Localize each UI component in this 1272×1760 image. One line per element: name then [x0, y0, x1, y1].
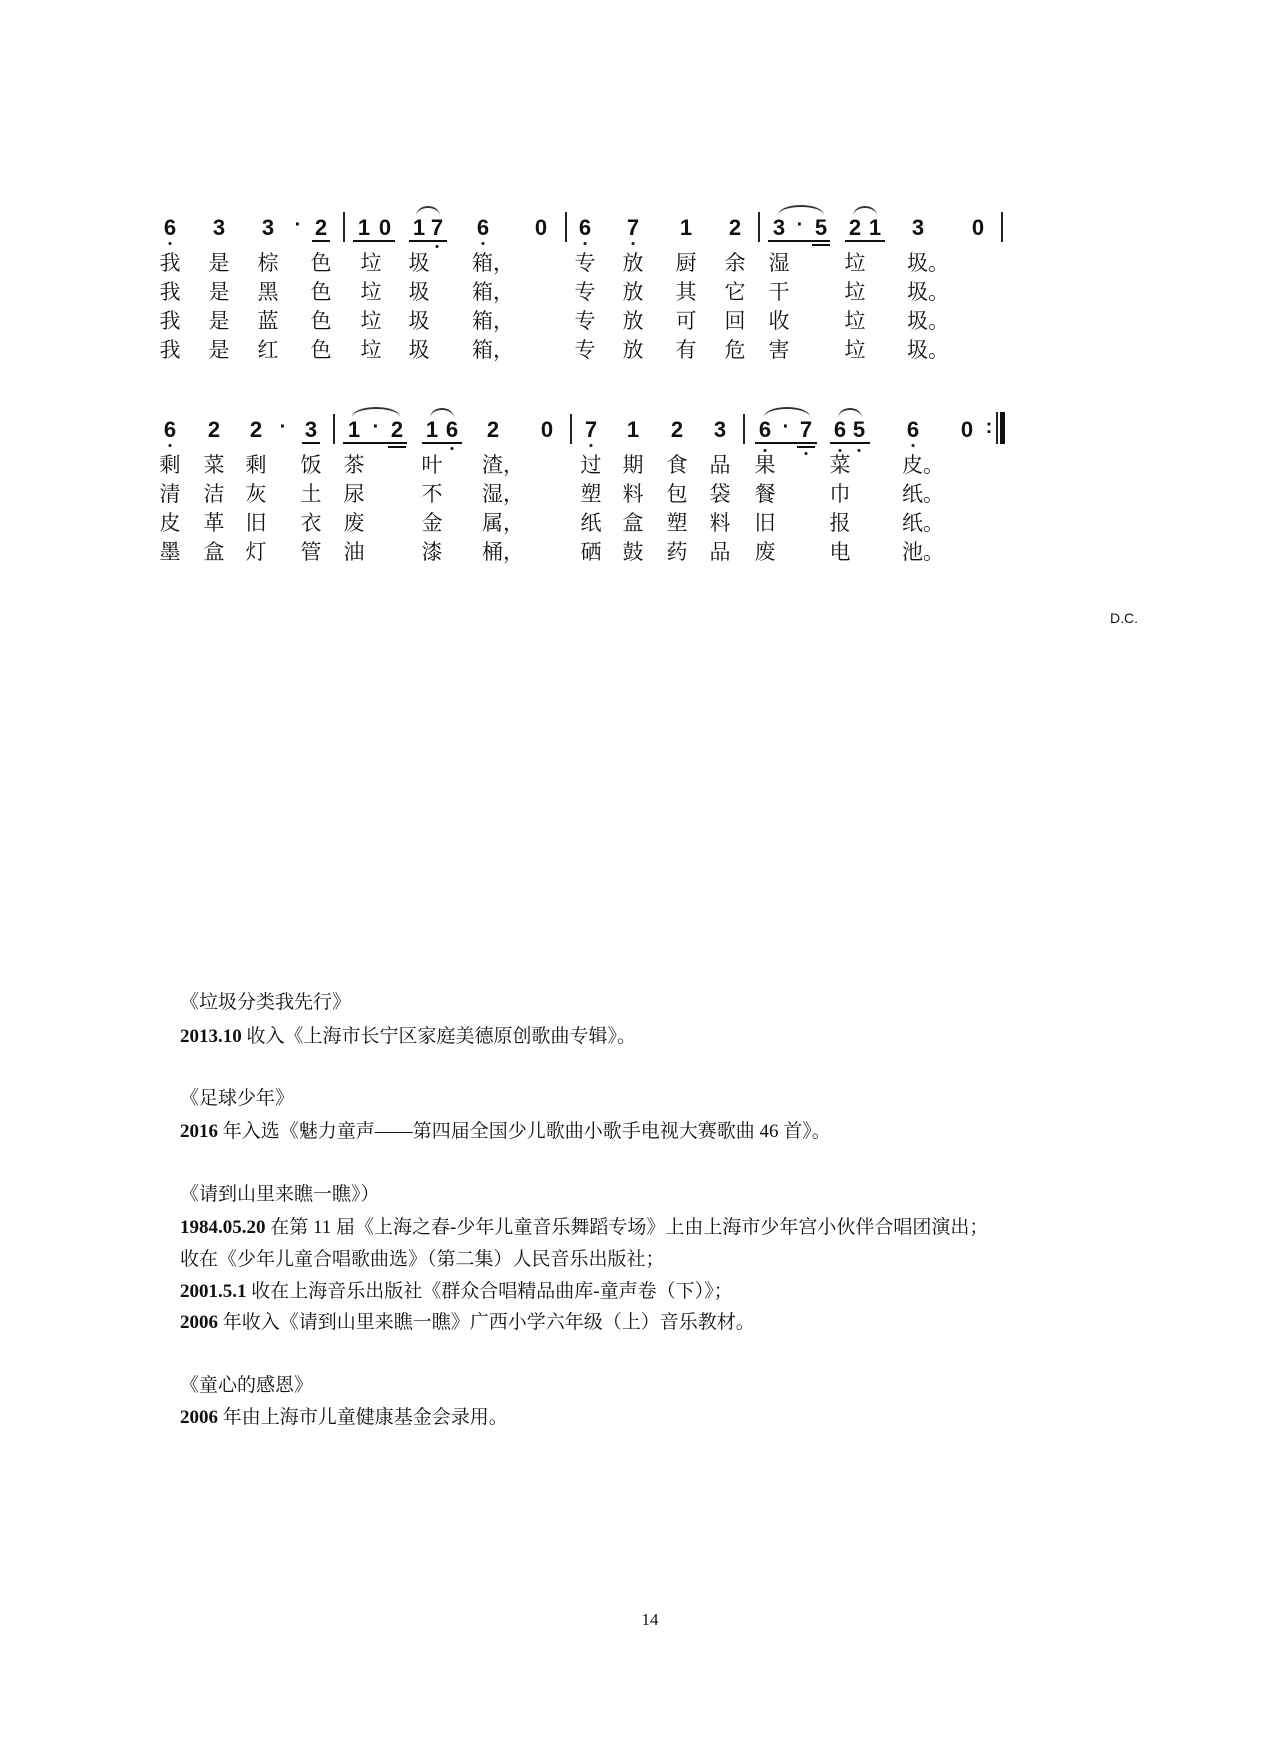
- lyric: 油: [343, 540, 365, 564]
- song-note-line: [180, 1248, 665, 1272]
- sixteenth-underline: [388, 446, 406, 448]
- note-text: 年收入《请到山里来瞧一瞧》广西小学六年级（上）音乐教材。: [218, 1312, 755, 1333]
- note: 3: [212, 215, 226, 240]
- song-note-line: [180, 1311, 755, 1335]
- song-note-line: [180, 1406, 508, 1430]
- note-text: 年入选《魅力童声——第四届全国少儿歌曲小歌手电视大赛歌曲 46 首》。: [218, 1121, 831, 1142]
- note-text: 收在《少年儿童合唱歌曲选》（第二集）人民音乐出版社；: [180, 1249, 665, 1270]
- note: 0: [540, 417, 554, 442]
- lyric: 其: [675, 280, 697, 304]
- lyric: 垃: [360, 338, 382, 362]
- lyric: 管: [300, 540, 322, 564]
- lyric: 纸: [580, 511, 602, 535]
- lyric: 旧: [754, 511, 776, 535]
- lyric: 圾。: [907, 309, 949, 333]
- lyric: 品: [709, 540, 731, 564]
- lyric: 纸。: [902, 511, 944, 535]
- note: 3: [261, 215, 275, 240]
- lyric: 余: [724, 251, 746, 275]
- lyric: 叶: [421, 453, 443, 477]
- note: 0: [534, 215, 548, 240]
- lyric: 不: [421, 482, 443, 506]
- lyric: 过: [580, 453, 602, 477]
- date: 1984.05.20: [180, 1217, 266, 1238]
- lyric: 洁: [203, 482, 225, 506]
- note: 1: [868, 215, 882, 240]
- lyric: 盒: [203, 540, 225, 564]
- low-octave-dot: [858, 449, 861, 452]
- lyric: 皮: [159, 511, 181, 535]
- lyric: 漆: [421, 540, 443, 564]
- lyric: 土: [300, 482, 322, 506]
- note: 2: [670, 417, 684, 442]
- note: 7: [799, 417, 813, 442]
- note: 7: [626, 215, 640, 240]
- lyric: 渣，: [482, 453, 524, 477]
- lyric: 色: [310, 280, 332, 304]
- lyric: 垃: [844, 309, 866, 333]
- augmentation-dot: ·: [372, 416, 380, 438]
- sixteenth-underline: [302, 442, 320, 444]
- lyric: 色: [310, 309, 332, 333]
- lyric: 品: [709, 453, 731, 477]
- lyric: 垃: [844, 338, 866, 362]
- song-note-line: [180, 1025, 636, 1049]
- low-octave-dot: [482, 242, 485, 245]
- low-octave-dot: [912, 444, 915, 447]
- lyric: 属，: [482, 511, 524, 535]
- lyric: 废: [754, 540, 776, 564]
- lyric: 放: [622, 251, 644, 275]
- note: 6: [163, 417, 177, 442]
- lyric: 垃: [844, 251, 866, 275]
- lyric: 垃: [360, 309, 382, 333]
- augmentation-dot: ·: [279, 416, 287, 438]
- note: 6: [445, 417, 459, 442]
- lyric: 危: [724, 338, 746, 362]
- song-note-line: [180, 1280, 733, 1304]
- lyric: 皮。: [902, 453, 944, 477]
- lyric: 害: [768, 338, 790, 362]
- lyric: 灯: [245, 540, 267, 564]
- lyric: 餐: [754, 482, 776, 506]
- note: 0: [378, 215, 392, 240]
- lyric: 蓝: [257, 309, 279, 333]
- da-capo-marking: D.C.: [1110, 610, 1138, 626]
- lyric: 清: [159, 482, 181, 506]
- lyric: 箱，: [472, 280, 514, 304]
- lyric: 专: [574, 338, 596, 362]
- bar-line: [343, 212, 345, 242]
- note: 1: [679, 215, 693, 240]
- augmentation-dot: ·: [294, 214, 302, 236]
- lyric: 期: [622, 453, 644, 477]
- lyric: 池。: [902, 540, 944, 564]
- low-octave-dot: [169, 444, 172, 447]
- bar-line: [1001, 212, 1003, 242]
- lyric: 专: [574, 251, 596, 275]
- lyric: 报: [829, 511, 851, 535]
- low-octave-dot: [805, 452, 808, 455]
- date: 2013.10: [180, 1026, 242, 1047]
- lyric: 硒: [580, 540, 602, 564]
- lyric: 色: [310, 338, 332, 362]
- lyric: 包: [666, 482, 688, 506]
- lyric: 放: [622, 280, 644, 304]
- note-text: 收在上海音乐出版社《群众合唱精品曲库-童声卷（下）》；: [246, 1281, 733, 1302]
- lyric: 菜: [203, 453, 225, 477]
- lyric: 旧: [245, 511, 267, 535]
- song-title: 《童心的感恩》: [180, 1375, 314, 1396]
- low-octave-dot: [839, 449, 842, 452]
- note: 2: [848, 215, 862, 240]
- lyric: 黑: [257, 280, 279, 304]
- note-text: 年由上海市儿童健康基金会录用。: [218, 1407, 508, 1428]
- lyric: 茶: [343, 453, 365, 477]
- lyric: 专: [574, 309, 596, 333]
- lyric: 圾: [408, 280, 430, 304]
- note: 6: [906, 417, 920, 442]
- note: 2: [486, 417, 500, 442]
- lyric: 可: [675, 309, 697, 333]
- lyric: 它: [724, 280, 746, 304]
- lyric: 袋: [709, 482, 731, 506]
- low-octave-dot: [590, 444, 593, 447]
- low-octave-dot: [632, 242, 635, 245]
- note: 1: [412, 215, 426, 240]
- lyric: 饭: [300, 453, 322, 477]
- note: 3: [713, 417, 727, 442]
- lyric: 塑: [666, 511, 688, 535]
- eighth-underline: [422, 442, 462, 444]
- note: 0: [960, 417, 974, 442]
- note-text: 在第 11 届《上海之春-少年儿童音乐舞蹈专场》上由上海市少年宫小伙伴合唱团演出；: [265, 1217, 989, 1238]
- song-title: 《垃圾分类我先行》: [180, 992, 352, 1013]
- sixteenth-underline: [797, 446, 815, 448]
- lyric: 革: [203, 511, 225, 535]
- lyric: 衣: [300, 511, 322, 535]
- note: 2: [207, 417, 221, 442]
- lyric: 专: [574, 280, 596, 304]
- lyric: 我: [159, 309, 181, 333]
- eighth-underline: [830, 442, 870, 444]
- note: 5: [852, 417, 866, 442]
- augmentation-dot: ·: [782, 416, 790, 438]
- song-title: 《足球少年》: [180, 1088, 295, 1109]
- lyric: 垃: [360, 251, 382, 275]
- lyric: 剩: [159, 453, 181, 477]
- eighth-underline: [768, 240, 830, 242]
- note: 3: [772, 215, 786, 240]
- eighth-underline: [845, 240, 885, 242]
- song-title: 《请到山里来瞧一瞧》）: [180, 1184, 380, 1205]
- lyric: 纸。: [902, 482, 944, 506]
- lyric: 电: [829, 540, 851, 564]
- lyric: 箱，: [472, 309, 514, 333]
- lyric: 桶，: [482, 540, 524, 564]
- lyric: 尿: [343, 482, 365, 506]
- lyric: 红: [257, 338, 279, 362]
- note: 7: [584, 417, 598, 442]
- lyric: 色: [310, 251, 332, 275]
- bar-line: [758, 212, 760, 242]
- page-number: 14: [641, 1610, 659, 1629]
- lyric: 放: [622, 338, 644, 362]
- note: 6: [163, 215, 177, 240]
- eighth-underline: [409, 240, 447, 242]
- eighth-underline: [755, 442, 817, 444]
- lyric: 我: [159, 338, 181, 362]
- date: 2001.5.1: [180, 1281, 247, 1302]
- lyric: 收: [768, 309, 790, 333]
- lyric: 金: [421, 511, 443, 535]
- lyric: 圾: [408, 338, 430, 362]
- note: 6: [578, 215, 592, 240]
- lyric: 食: [666, 453, 688, 477]
- note: 1: [425, 417, 439, 442]
- low-octave-dot: [451, 447, 454, 450]
- repeat-thick-bar: [1000, 412, 1005, 444]
- note: 1: [347, 417, 361, 442]
- lyric: 巾: [829, 482, 851, 506]
- date: 2006: [180, 1407, 218, 1428]
- bar-line: [333, 414, 335, 444]
- bar-line: [570, 414, 572, 444]
- augmentation-dot: ·: [796, 214, 804, 236]
- lyric: 湿，: [482, 482, 524, 506]
- bar-line: [565, 212, 567, 242]
- lyric: 箱，: [472, 338, 514, 362]
- lyric: 干: [768, 280, 790, 304]
- lyric: 圾: [408, 309, 430, 333]
- sixteenth-underline: [812, 244, 830, 246]
- lyric: 垃: [844, 280, 866, 304]
- lyric: 盒: [622, 511, 644, 535]
- lyric: 料: [709, 511, 731, 535]
- lyric: 是: [208, 280, 230, 304]
- note: 2: [390, 417, 404, 442]
- repeat-dots: :: [985, 416, 993, 438]
- lyric: 废: [343, 511, 365, 535]
- lyric: 我: [159, 251, 181, 275]
- lyric: 棕: [257, 251, 279, 275]
- lyric: 我: [159, 280, 181, 304]
- repeat-thin-bar: [996, 412, 998, 444]
- lyric: 圾。: [907, 251, 949, 275]
- lyric: 湿: [768, 251, 790, 275]
- date: 2016: [180, 1121, 218, 1142]
- lyric: 圾。: [907, 280, 949, 304]
- bar-line: [743, 414, 745, 444]
- note: 6: [833, 417, 847, 442]
- low-octave-dot: [169, 242, 172, 245]
- lyric: 鼓: [622, 540, 644, 564]
- lyric: 回: [724, 309, 746, 333]
- note: 2: [314, 215, 328, 240]
- note: 3: [304, 417, 318, 442]
- eighth-underline: [353, 240, 395, 242]
- lyric: 墨: [159, 540, 181, 564]
- lyric: 有: [675, 338, 697, 362]
- note: 3: [911, 215, 925, 240]
- sixteenth-underline: [312, 240, 330, 242]
- lyric: 料: [622, 482, 644, 506]
- note-text: 收入《上海市长宁区家庭美德原创歌曲专辑》。: [241, 1026, 637, 1047]
- lyric: 是: [208, 338, 230, 362]
- song-note-line: [180, 1120, 831, 1144]
- lyric: 箱，: [472, 251, 514, 275]
- note: 6: [476, 215, 490, 240]
- lyric: 药: [666, 540, 688, 564]
- note: 2: [728, 215, 742, 240]
- eighth-underline: [343, 442, 407, 444]
- note: 7: [430, 215, 444, 240]
- note: 1: [626, 417, 640, 442]
- lyric: 圾。: [907, 338, 949, 362]
- note: 5: [814, 215, 828, 240]
- note: 0: [971, 215, 985, 240]
- note: 6: [758, 417, 772, 442]
- note: 1: [357, 215, 371, 240]
- lyric: 灰: [245, 482, 267, 506]
- low-octave-dot: [436, 245, 439, 248]
- low-octave-dot: [764, 449, 767, 452]
- lyric: 厨: [675, 251, 697, 275]
- song-note-line: [180, 1216, 988, 1240]
- low-octave-dot: [584, 242, 587, 245]
- date: 2006: [180, 1312, 218, 1333]
- note: 2: [249, 417, 263, 442]
- lyric: 果: [754, 453, 776, 477]
- lyric: 是: [208, 309, 230, 333]
- lyric: 垃: [360, 280, 382, 304]
- lyric: 圾: [408, 251, 430, 275]
- lyric: 剩: [245, 453, 267, 477]
- lyric: 菜: [829, 453, 851, 477]
- lyric: 是: [208, 251, 230, 275]
- lyric: 塑: [580, 482, 602, 506]
- lyric: 放: [622, 309, 644, 333]
